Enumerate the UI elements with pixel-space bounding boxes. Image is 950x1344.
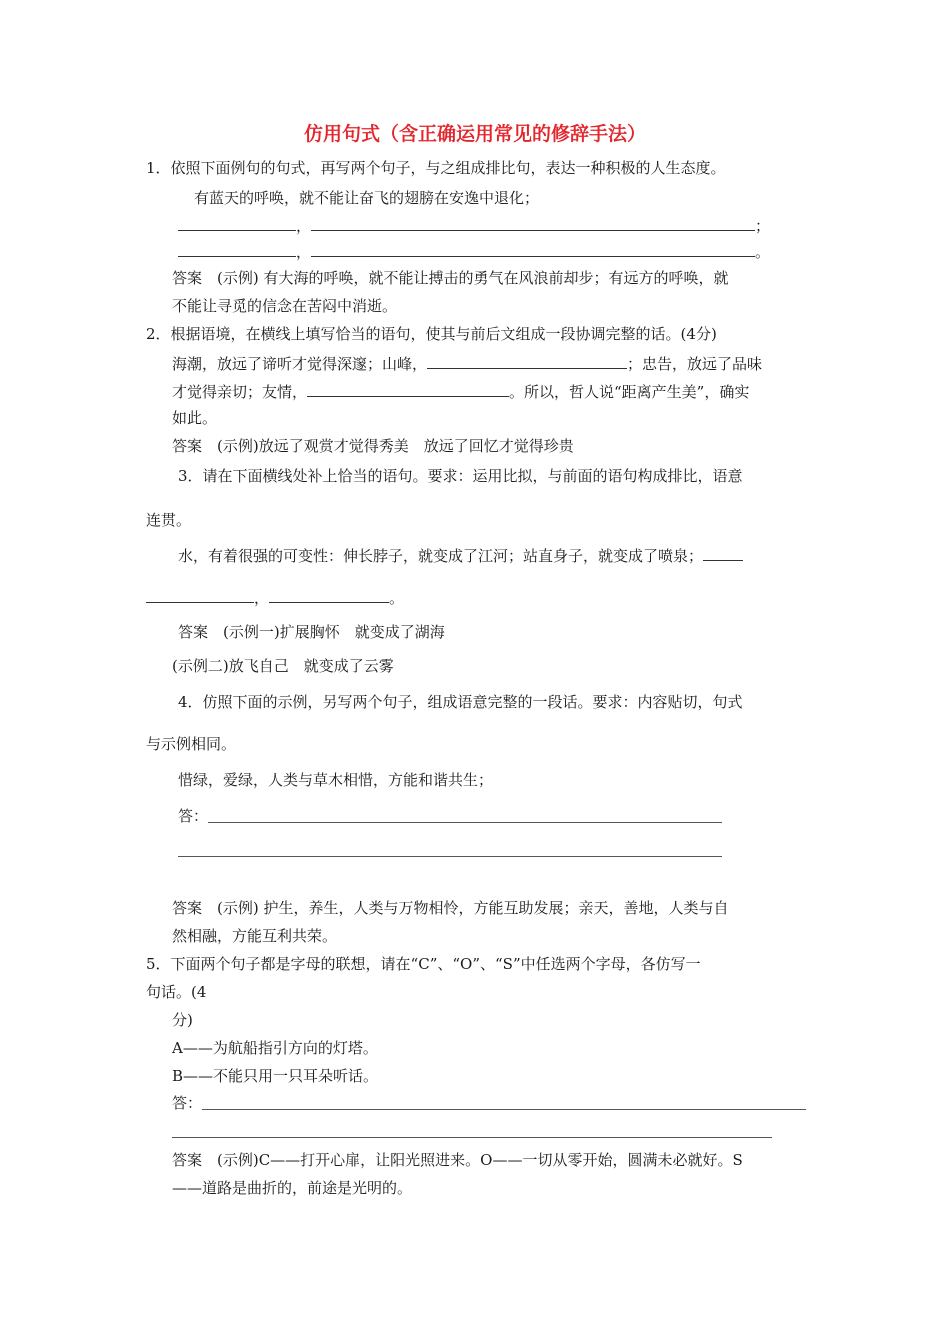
q2-passage-line-3: 如此。	[172, 409, 218, 427]
q3-blank-1[interactable]	[703, 546, 743, 561]
q3-answer-2: (示例二)放飞自己 就变成了云雾	[172, 657, 394, 675]
q3-stem: 3．请在下面横线处补上恰当的语句。要求：运用比拟，与前面的语句构成排比，语意	[178, 467, 743, 485]
q4-answer-field-1[interactable]	[208, 822, 722, 823]
q3-blank-1-cont[interactable]	[146, 588, 254, 603]
q1-answer: 答案 (示例) 有大海的呼唤，就不能让搏击的勇气在风浪前却步；有远方的呼唤，就	[172, 269, 729, 287]
q1-semicolon: ；	[755, 217, 771, 235]
q4-stem: 4．仿照下面的示例，另写两个句子，组成语意完整的一段话。要求：内容贴切，句式	[178, 693, 743, 711]
q2-blank-1[interactable]	[427, 354, 627, 369]
q5-stem: 5．下面两个句子都是字母的联想，请在“C”、“O”、“S”中任选两个字母，各仿写一	[146, 955, 701, 973]
q5-example-a: A——为航船指引方向的灯塔。	[172, 1039, 378, 1057]
q2-passage-line-2	[172, 382, 749, 402]
q3-period: 。	[389, 589, 405, 607]
q2-text: 。所以，哲人说“距离产生美”，确实	[509, 383, 750, 401]
q3-blank-2[interactable]	[269, 588, 389, 603]
q2-text: 海潮，放远了谛听才觉得深邃；山峰，	[172, 355, 428, 373]
q1-comma: ，	[296, 217, 312, 235]
q1-blank[interactable]	[178, 216, 296, 231]
q1-blank[interactable]	[311, 216, 755, 231]
q1-example: 有蓝天的呼唤，就不能让奋飞的翅膀在安逸中退化；	[194, 189, 540, 207]
q4-answer-field-2[interactable]	[178, 856, 722, 857]
q3-answer: 答案 (示例一)扩展胸怀 就变成了湖海	[178, 623, 445, 641]
q2-blank-2[interactable]	[307, 382, 509, 397]
q1-answer-line-1	[178, 216, 770, 236]
q2-passage-line-1	[172, 354, 762, 374]
q2-answer: 答案 (示例)放远了观赏才觉得秀美 放远了回忆才觉得珍贵	[172, 437, 574, 455]
q1-comma: ，	[296, 243, 312, 261]
q4-answer: 答案 (示例) 护生，养生，人类与万物相怜，方能互助发展；亲天，善地，人类与自	[172, 899, 729, 917]
q5-stem-cont-2: 分)	[172, 1011, 193, 1029]
q3-comma: ，	[254, 589, 270, 607]
q4-example: 惜绿，爱绿，人类与草木相惜，方能和谐共生；	[178, 771, 494, 789]
q5-answer: 答案 (示例)C——打开心扉，让阳光照进来。O——一切从零开始，圆满未必就好。S	[172, 1151, 743, 1169]
q3-blanks-line	[146, 588, 404, 608]
q5-stem-cont: 句话。(4	[146, 983, 207, 1001]
q5-answer-label: 答：	[172, 1094, 203, 1112]
q3-passage	[178, 546, 743, 566]
q4-answer-label: 答：	[178, 807, 209, 825]
q2-text: ；忠告，放远了品味	[627, 355, 763, 373]
q5-example-b: B——不能只用一只耳朵听话。	[172, 1067, 379, 1085]
q1-answer-cont: 不能让寻觅的信念在苦闷中消逝。	[172, 297, 398, 315]
q2-text: 才觉得亲切；友情，	[172, 383, 308, 401]
q4-answer-cont: 然相融，方能互利共荣。	[172, 927, 338, 945]
q4-stem-cont: 与示例相同。	[146, 735, 237, 753]
page-title: 仿用句式（含正确运用常见的修辞手法）	[303, 123, 646, 145]
q1-period: 。	[755, 243, 771, 261]
q2-stem: 2．根据语境，在横线上填写恰当的语句，使其与前后文组成一段协调完整的话。(4分)	[146, 325, 717, 343]
q1-stem: 1．依照下面例句的句式，再写两个句子，与之组成排比句，表达一种积极的人生态度。	[146, 159, 726, 177]
q1-blank[interactable]	[311, 242, 755, 257]
q3-text: 水，有着很强的可变性：伸长脖子，就变成了江河；站直身子，就变成了喷泉；	[178, 547, 704, 565]
q5-answer-field-1[interactable]	[202, 1109, 806, 1110]
q5-answer-field-2[interactable]	[172, 1137, 772, 1138]
q5-answer-cont: ——道路是曲折的，前途是光明的。	[172, 1179, 413, 1197]
q1-answer-line-2	[178, 242, 770, 262]
q3-stem-cont: 连贯。	[146, 511, 192, 529]
q1-blank[interactable]	[178, 242, 296, 257]
